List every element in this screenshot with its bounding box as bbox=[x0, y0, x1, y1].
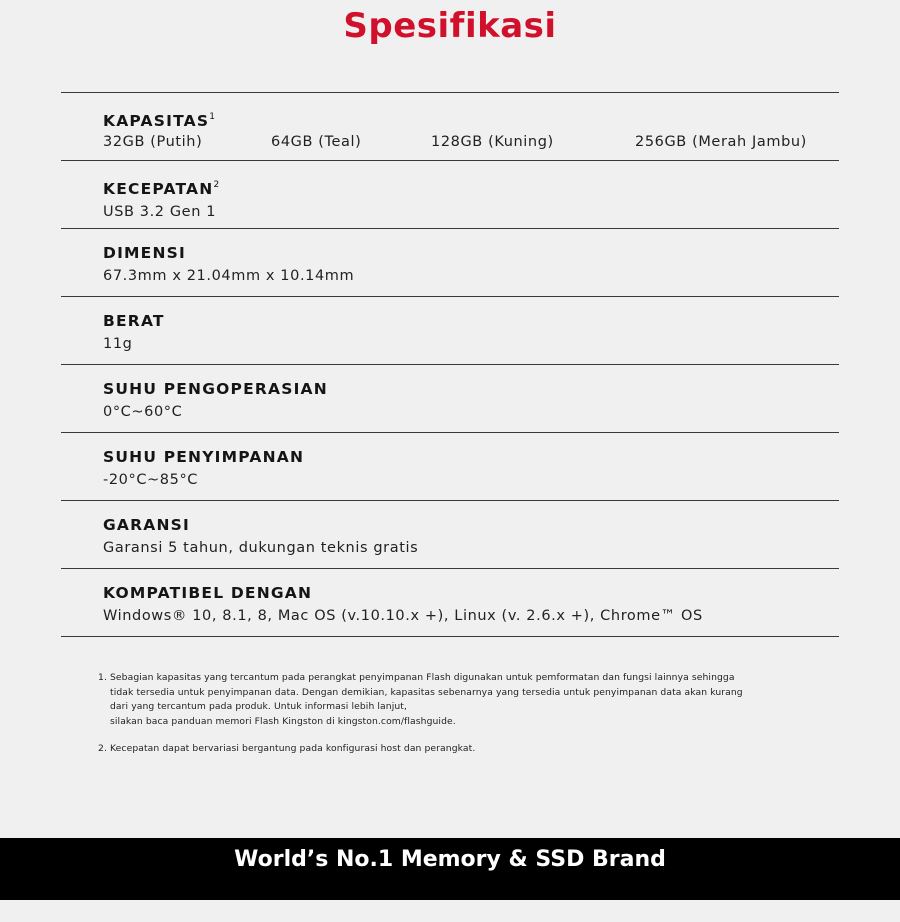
spec-value: 0°C~60°C bbox=[103, 404, 183, 420]
footnote-line: tidak tersedia untuk penyimpanan data. Dengan demikian, kapasitas sebenarnya yang tersedia untuk penyimpanan data akan kurang bbox=[110, 686, 743, 698]
spec-row-suhu-penyimpanan bbox=[61, 433, 839, 501]
footnote-line: silakan baca panduan memori Flash Kingston di kingston.com/flashguide. bbox=[110, 715, 456, 727]
spec-label: SUHU PENGOPERASIAN bbox=[103, 380, 328, 398]
footnote-line: dari yang tercantum pada produk. Untuk informasi lebih lanjut, bbox=[110, 701, 408, 712]
spec-value: 11g bbox=[103, 336, 133, 352]
spec-row-berat bbox=[61, 297, 839, 365]
footer-banner bbox=[0, 838, 900, 900]
spec-row-kecepatan bbox=[61, 161, 839, 229]
brand-tagline: World’s No.1 Memory & SSD Brand bbox=[234, 847, 666, 872]
spec-value: USB 3.2 Gen 1 bbox=[103, 204, 217, 220]
footnote-number: 2. bbox=[98, 743, 107, 754]
capacity-option: 256GB (Merah Jambu) bbox=[635, 134, 807, 150]
spec-label: BERAT bbox=[103, 312, 165, 330]
footnote-line: Kecepatan dapat bervariasi bergantung pada konfigurasi host dan perangkat. bbox=[110, 743, 476, 754]
spec-label: GARANSI bbox=[103, 516, 190, 534]
spec-table bbox=[61, 92, 839, 637]
footnote-1 bbox=[98, 671, 798, 729]
footnotes bbox=[98, 671, 798, 757]
spec-row-dimensi bbox=[61, 229, 839, 297]
spec-value: -20°C~85°C bbox=[103, 472, 199, 488]
capacity-options bbox=[103, 134, 839, 154]
capacity-option: 32GB (Putih) bbox=[103, 134, 203, 150]
capacity-option: 128GB (Kuning) bbox=[431, 134, 554, 150]
footnote-line: Sebagian kapasitas yang tercantum pada perangkat penyimpanan Flash digunakan untuk pemformatan dan fungsi lainnya sehingga bbox=[110, 672, 735, 683]
spec-value: Windows® 10, 8.1, 8, Mac OS (v.10.10.x +), Linux (v. 2.6.x +), Chrome™ OS bbox=[103, 608, 703, 624]
spec-label: KAPASITAS$^1$ bbox=[103, 112, 215, 130]
spec-row-suhu-pengoperasian bbox=[61, 365, 839, 433]
spec-label: DIMENSI bbox=[103, 244, 186, 262]
spec-label: KOMPATIBEL DENGAN bbox=[103, 584, 313, 602]
spec-row-garansi bbox=[61, 501, 839, 569]
spec-label: SUHU PENYIMPANAN bbox=[103, 448, 305, 466]
spec-value: Garansi 5 tahun, dukungan teknis gratis bbox=[103, 540, 419, 556]
spec-value: 67.3mm x 21.04mm x 10.14mm bbox=[103, 268, 355, 284]
spec-row-kompatibel bbox=[61, 569, 839, 637]
spec-row-kapasitas bbox=[61, 93, 839, 161]
spec-label: KECEPATAN$^2$ bbox=[103, 180, 220, 198]
page-title: Spesifikasi bbox=[343, 6, 557, 46]
footnote-2 bbox=[98, 742, 798, 757]
capacity-option: 64GB (Teal) bbox=[271, 134, 362, 150]
footnote-number: 1. bbox=[98, 672, 107, 683]
